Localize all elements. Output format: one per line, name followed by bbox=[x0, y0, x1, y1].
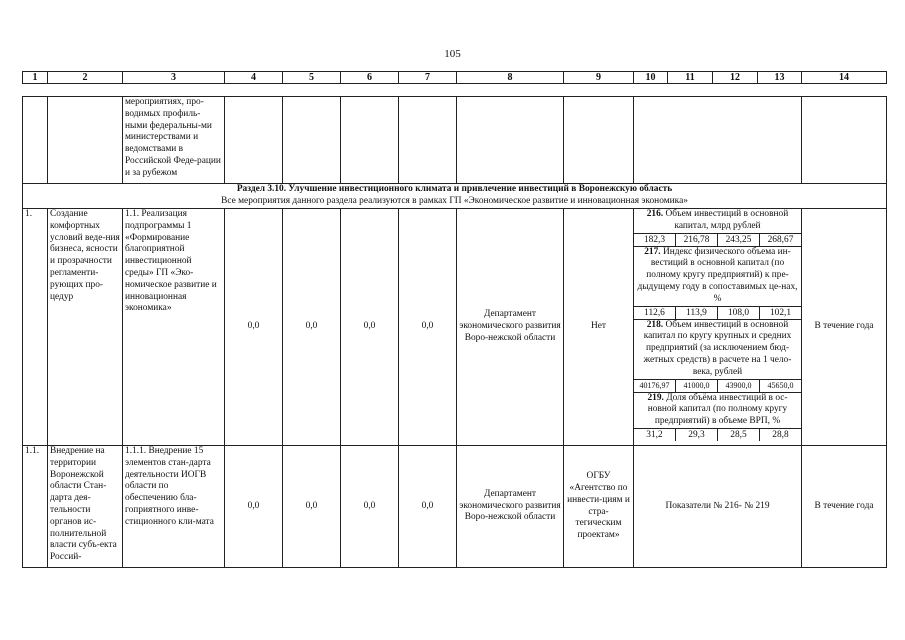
indicator-value: 43900,0 bbox=[717, 380, 759, 392]
funding-value-3: 0,0 bbox=[341, 209, 399, 446]
table-row-2 bbox=[23, 446, 887, 568]
row-number: 1.1. bbox=[23, 446, 48, 568]
col-num-14: 14 bbox=[802, 72, 887, 84]
row-number: 1. bbox=[23, 209, 48, 446]
action-name: 1.1. Реализация подпрограммы 1 «Формирование благоприятной инвестиционной среды» ГП «Эко-номическое развитие и инновационная экономика» bbox=[123, 209, 225, 446]
indicator-value: 41000,0 bbox=[675, 380, 717, 392]
funding-value-3: 0,0 bbox=[341, 446, 399, 568]
funding-value-2: 0,0 bbox=[283, 446, 341, 568]
indicators-reference: Показатели № 216- № 219 bbox=[634, 446, 802, 568]
col-num-7: 7 bbox=[399, 72, 457, 84]
measures-table bbox=[22, 96, 887, 568]
indicator-value: 28,5 bbox=[717, 429, 759, 441]
table-row-continuation bbox=[23, 97, 887, 184]
action-name: 1.1.1. Внедрение 15 элементов стан-дарта деятельности ИОГВ области по обеспечению бла-гоприятного инве-стиционного кли-мата bbox=[123, 446, 225, 568]
executor: Департамент экономического развития Воро-нежской области bbox=[457, 209, 564, 446]
indicator-value: 102,1 bbox=[759, 307, 801, 319]
indicator-value: 112,6 bbox=[644, 307, 665, 318]
indicator-value: 40176,97 bbox=[639, 380, 670, 390]
col-num-13: 13 bbox=[758, 72, 802, 84]
table-row-1 bbox=[23, 209, 887, 446]
indicator-218: 218. Объем инвестиций в основной капитал по кругу крупных и средних предприятий (за исключением бюд-жетных средств) в расчете на 1 чело-века, рублей bbox=[643, 319, 792, 377]
section-title: Раздел 3.10. Улучшение инвестиционного климата и привлечение инвестиций в Воронежскую область bbox=[236, 184, 673, 194]
co-executor: ОГБУ «Агентство по инвести-циям и стра-тегическим проектам» bbox=[564, 446, 634, 568]
indicator-value: 113,9 bbox=[675, 307, 717, 319]
funding-value-4: 0,0 bbox=[399, 446, 457, 568]
indicator-value: 28,8 bbox=[759, 429, 801, 441]
col-num-1: 1 bbox=[23, 72, 48, 84]
indicator-value: 216,78 bbox=[675, 234, 717, 246]
col-num-6: 6 bbox=[341, 72, 399, 84]
section-subtitle: Все мероприятия данного раздела реализуются в рамках ГП «Экономическое развитие и инновационная экономика» bbox=[221, 195, 688, 206]
goal-name: Внедрение на территории Воронежской области Стан-дарта дея-тельности органов ис-полнительной власти субъ-екта Россий- bbox=[48, 446, 123, 568]
funding-value-2: 0,0 bbox=[283, 209, 341, 446]
page-number: 105 bbox=[444, 48, 461, 60]
indicators-cell bbox=[634, 209, 802, 446]
indicator-value: 268,67 bbox=[759, 234, 801, 246]
indicator-219-values bbox=[634, 428, 801, 441]
indicator-219: 219. Доля объёма инвестиций в ос-новной капитал (по полному кругу предприятий) в объеме ВРП, % bbox=[647, 392, 788, 427]
col-num-5: 5 bbox=[283, 72, 341, 84]
indicator-value: 45650,0 bbox=[759, 380, 801, 392]
indicator-value: 31,2 bbox=[646, 429, 663, 440]
term: В течение года bbox=[802, 446, 887, 568]
indicator-value: 243,25 bbox=[717, 234, 759, 246]
section-header-row bbox=[23, 184, 887, 209]
col-num-4: 4 bbox=[225, 72, 283, 84]
col-num-9: 9 bbox=[564, 72, 634, 84]
indicator-216-values bbox=[634, 233, 801, 247]
indicator-value: 108,0 bbox=[717, 307, 759, 319]
indicator-218-values bbox=[634, 379, 801, 393]
col-num-8: 8 bbox=[457, 72, 564, 84]
col-num-11: 11 bbox=[668, 72, 713, 84]
col-num-3: 3 bbox=[123, 72, 225, 84]
indicator-216: 216. Объем инвестиций в основной капитал, млрд рублей bbox=[646, 209, 789, 231]
continued-action-text: мероприятиях, про-водимых профиль-ными федеральны-ми министерствами и ведомствами в Российской Феде-рации и за рубежом bbox=[123, 97, 225, 184]
column-number-header bbox=[22, 71, 887, 84]
col-num-10: 10 bbox=[634, 72, 668, 84]
funding-value-1: 0,0 bbox=[225, 209, 283, 446]
funding-value-1: 0,0 bbox=[225, 446, 283, 568]
term: В течение года bbox=[802, 209, 887, 446]
co-executor: Нет bbox=[564, 209, 634, 446]
executor: Департамент экономического развития Воро-нежской области bbox=[457, 446, 564, 568]
indicator-value: 29,3 bbox=[675, 429, 717, 441]
indicator-value: 182,3 bbox=[643, 234, 666, 245]
col-num-2: 2 bbox=[48, 72, 123, 84]
indicator-217-values bbox=[634, 306, 801, 320]
goal-name: Создание комфортных условий веде-ния бизнеса, ясности и прозрачности регламенти-рующих про-цедур bbox=[48, 209, 123, 446]
indicator-217: 217. Индекс физического объема ин-вестиций в основной капитал (по полному кругу предприятий) к пре-дыдущему году в сопоставимых це-нах, % bbox=[637, 246, 798, 304]
col-num-12: 12 bbox=[713, 72, 758, 84]
funding-value-4: 0,0 bbox=[399, 209, 457, 446]
